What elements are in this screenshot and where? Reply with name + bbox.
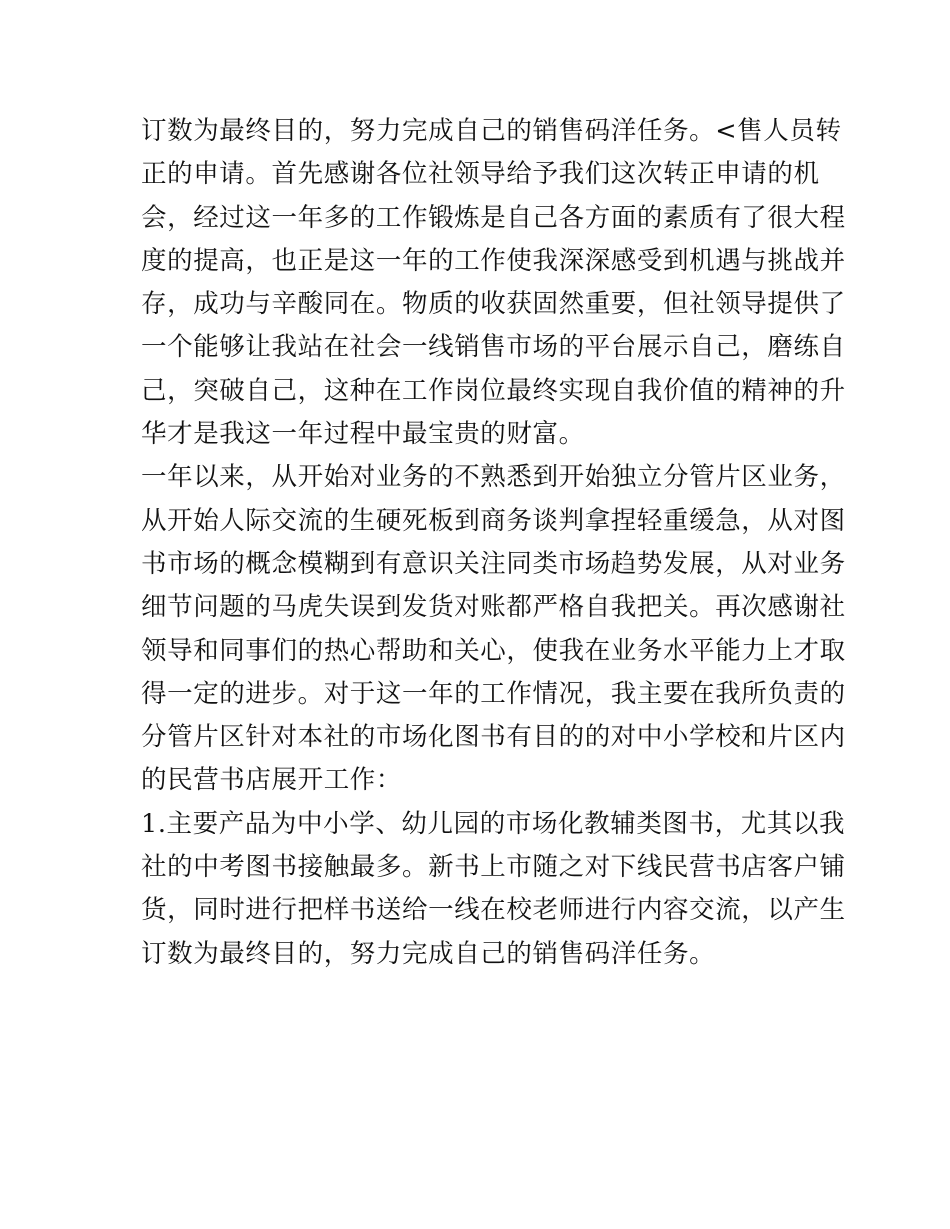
text-line-2: 正的申请。首先感谢各位社领导给予我们这次转正申请的机 [141,159,820,190]
text-line-5: 存，成功与辛酸同在。物质的收获固然重要，但社领导提供了 [141,289,846,320]
text-line-4: 度的提高，也正是这一年的工作使我深深感受到机遇与挑战并 [141,245,846,276]
text-line-10: 从开始人际交流的生硬死板到商务谈判拿捏轻重缓急，从对图 [141,505,846,536]
text-line-20: 订数为最终目的，努力完成自己的销售码洋任务。 [141,938,716,969]
text-line-15: 分管片区针对本社的市场化图书有目的的对中小学校和片区内 [141,722,846,753]
text-line-14: 得一定的进步。对于这一年的工作情况，我主要在我所负责的 [141,678,846,709]
text-line-1: 订数为最终目的，努力完成自己的销售码洋任务。<售人员转 [141,116,842,146]
body-text [141,110,846,976]
text-line-6: 一个能够让我站在社会一线销售市场的平台展示自己，磨练自 [141,332,846,363]
text-line-8: 华才是我这一年过程中最宝贵的财富。 [141,419,585,450]
text-line-17: 1.主要产品为中小学、幼儿园的市场化教辅类图书，尤其以我 [141,808,846,839]
text-line-3: 会，经过这一年多的工作锻炼是自己各方面的素质有了很大程 [141,202,846,233]
text-line-18: 社的中考图书接触最多。新书上市随之对下线民营书店客户铺 [141,852,846,883]
text-line-19: 货，同时进行把样书送给一线在校老师进行内容交流，以产生 [141,895,846,926]
text-line-7: 己，突破自己，这种在工作岗位最终实现自我价值的精神的升 [141,375,846,406]
text-line-11: 书市场的概念模糊到有意识关注同类市场趋势发展，从对业务 [141,548,846,579]
text-line-16: 的民营书店展开工作： [141,765,403,796]
text-line-12: 细节问题的马虎失误到发货对账都严格自我把关。再次感谢社 [141,592,846,623]
text-line-9: 一年以来，从开始对业务的不熟悉到开始独立分管片区业务， [141,462,846,493]
text-line-13: 领导和同事们的热心帮助和关心，使我在业务水平能力上才取 [141,635,846,666]
